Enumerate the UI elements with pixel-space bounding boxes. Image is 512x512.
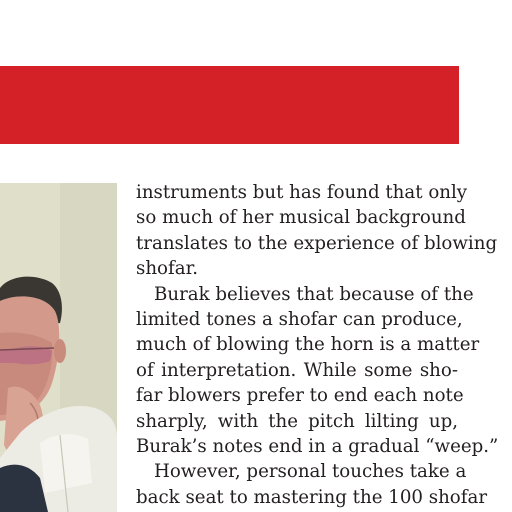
text-line: shofar. (136, 258, 199, 280)
text-line: However, personal touches take a (154, 461, 467, 483)
article-body (136, 180, 499, 512)
text-line: so much of her musical background (136, 207, 466, 229)
text-line: Burak believes that because of the (154, 283, 474, 305)
paragraph (136, 180, 498, 282)
paragraph (136, 282, 499, 460)
text-line: back seat to mastering the 100 shofar (136, 486, 488, 508)
portrait-illustration (0, 183, 117, 512)
text-line: of interpretation. While some sho- (136, 359, 458, 381)
red-header-banner (0, 66, 459, 144)
text-line: sharply, with the pitch lilting up, (136, 410, 458, 432)
text-line: far blowers prefer to end each note (136, 385, 464, 407)
text-line: limited tones a shofar can produce, (136, 308, 463, 330)
text-line: much of blowing the horn is a matter (136, 334, 480, 356)
portrait-photo (0, 183, 117, 512)
text-line: instruments but has found that only (136, 182, 468, 203)
text-line: Burak’s notes end in a gradual “weep.” (136, 435, 499, 457)
paragraph (136, 459, 488, 510)
text-line: translates to the experience of blowing (136, 232, 498, 254)
